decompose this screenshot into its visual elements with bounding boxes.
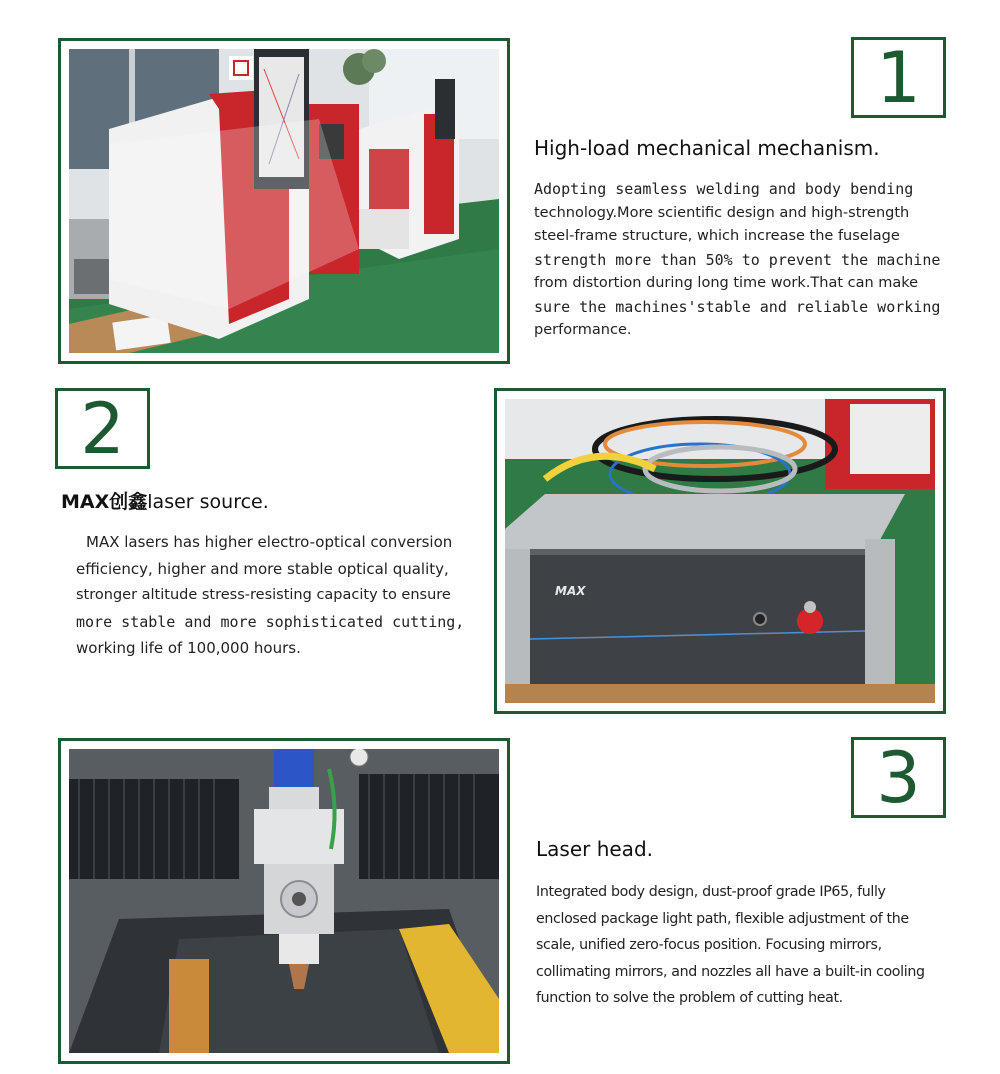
section-2-number: 2 — [55, 388, 150, 469]
section-2-heading-text: laser source. — [147, 491, 269, 513]
section-2-line: stronger altitude stress-resisting capacity to ensure — [76, 587, 451, 603]
section-1-line: sure the machines'stable and reliable working — [534, 297, 941, 316]
laser-brand-label: MAX — [555, 584, 586, 598]
section-2-line: more stable and more sophisticated cutting, — [76, 612, 465, 631]
section-3-text — [536, 879, 976, 1012]
photo-laser-head-frame — [58, 738, 510, 1064]
section-3-line: collimating mirrors, and nozzles all have a built-in cooling — [536, 963, 925, 980]
section-3-line: scale, unified zero-focus position. Focusing mirrors, — [536, 937, 882, 953]
section-2-heading — [61, 487, 269, 514]
section-1-line: Adopting seamless welding and body bending — [534, 180, 914, 198]
section-3-line: Integrated body design, dust-proof grade IP65, fully — [536, 884, 886, 900]
section-1-line: from distortion during long time work.That can make — [534, 275, 919, 291]
section-2-line: MAX lasers has higher electro-optical conversion — [86, 533, 453, 551]
section-3-number: 3 — [851, 737, 946, 818]
section-1-text — [534, 178, 954, 343]
section-1-line: strength more than 50% to prevent the machine — [534, 250, 941, 269]
section-2-text — [76, 529, 486, 662]
section-1-line: steel-frame structure, which increase the fuselage — [534, 228, 900, 244]
photo-machines — [69, 49, 499, 353]
section-1-heading: High-load mechanical mechanism. — [534, 136, 880, 160]
photo-machines-frame — [58, 38, 510, 364]
section-1-line: performance. — [534, 322, 632, 338]
section-2-line: efficiency, higher and more stable optical quality, — [76, 559, 449, 578]
photo-laser-source — [505, 399, 935, 703]
section-1-line: technology.More scientific design and high-strength — [534, 204, 910, 221]
photo-laser-source-frame — [494, 388, 946, 714]
photo-laser-head — [69, 749, 499, 1053]
section-1-number: 1 — [851, 37, 946, 118]
section-2-heading-brand: MAX创鑫 — [61, 491, 148, 513]
section-3-heading: Laser head. — [536, 837, 653, 861]
section-3-line: enclosed package light path, flexible adjustment of the — [536, 910, 909, 927]
section-2-line: working life of 100,000 hours. — [76, 639, 301, 657]
section-3-line: function to solve the problem of cutting heat. — [536, 990, 843, 1006]
